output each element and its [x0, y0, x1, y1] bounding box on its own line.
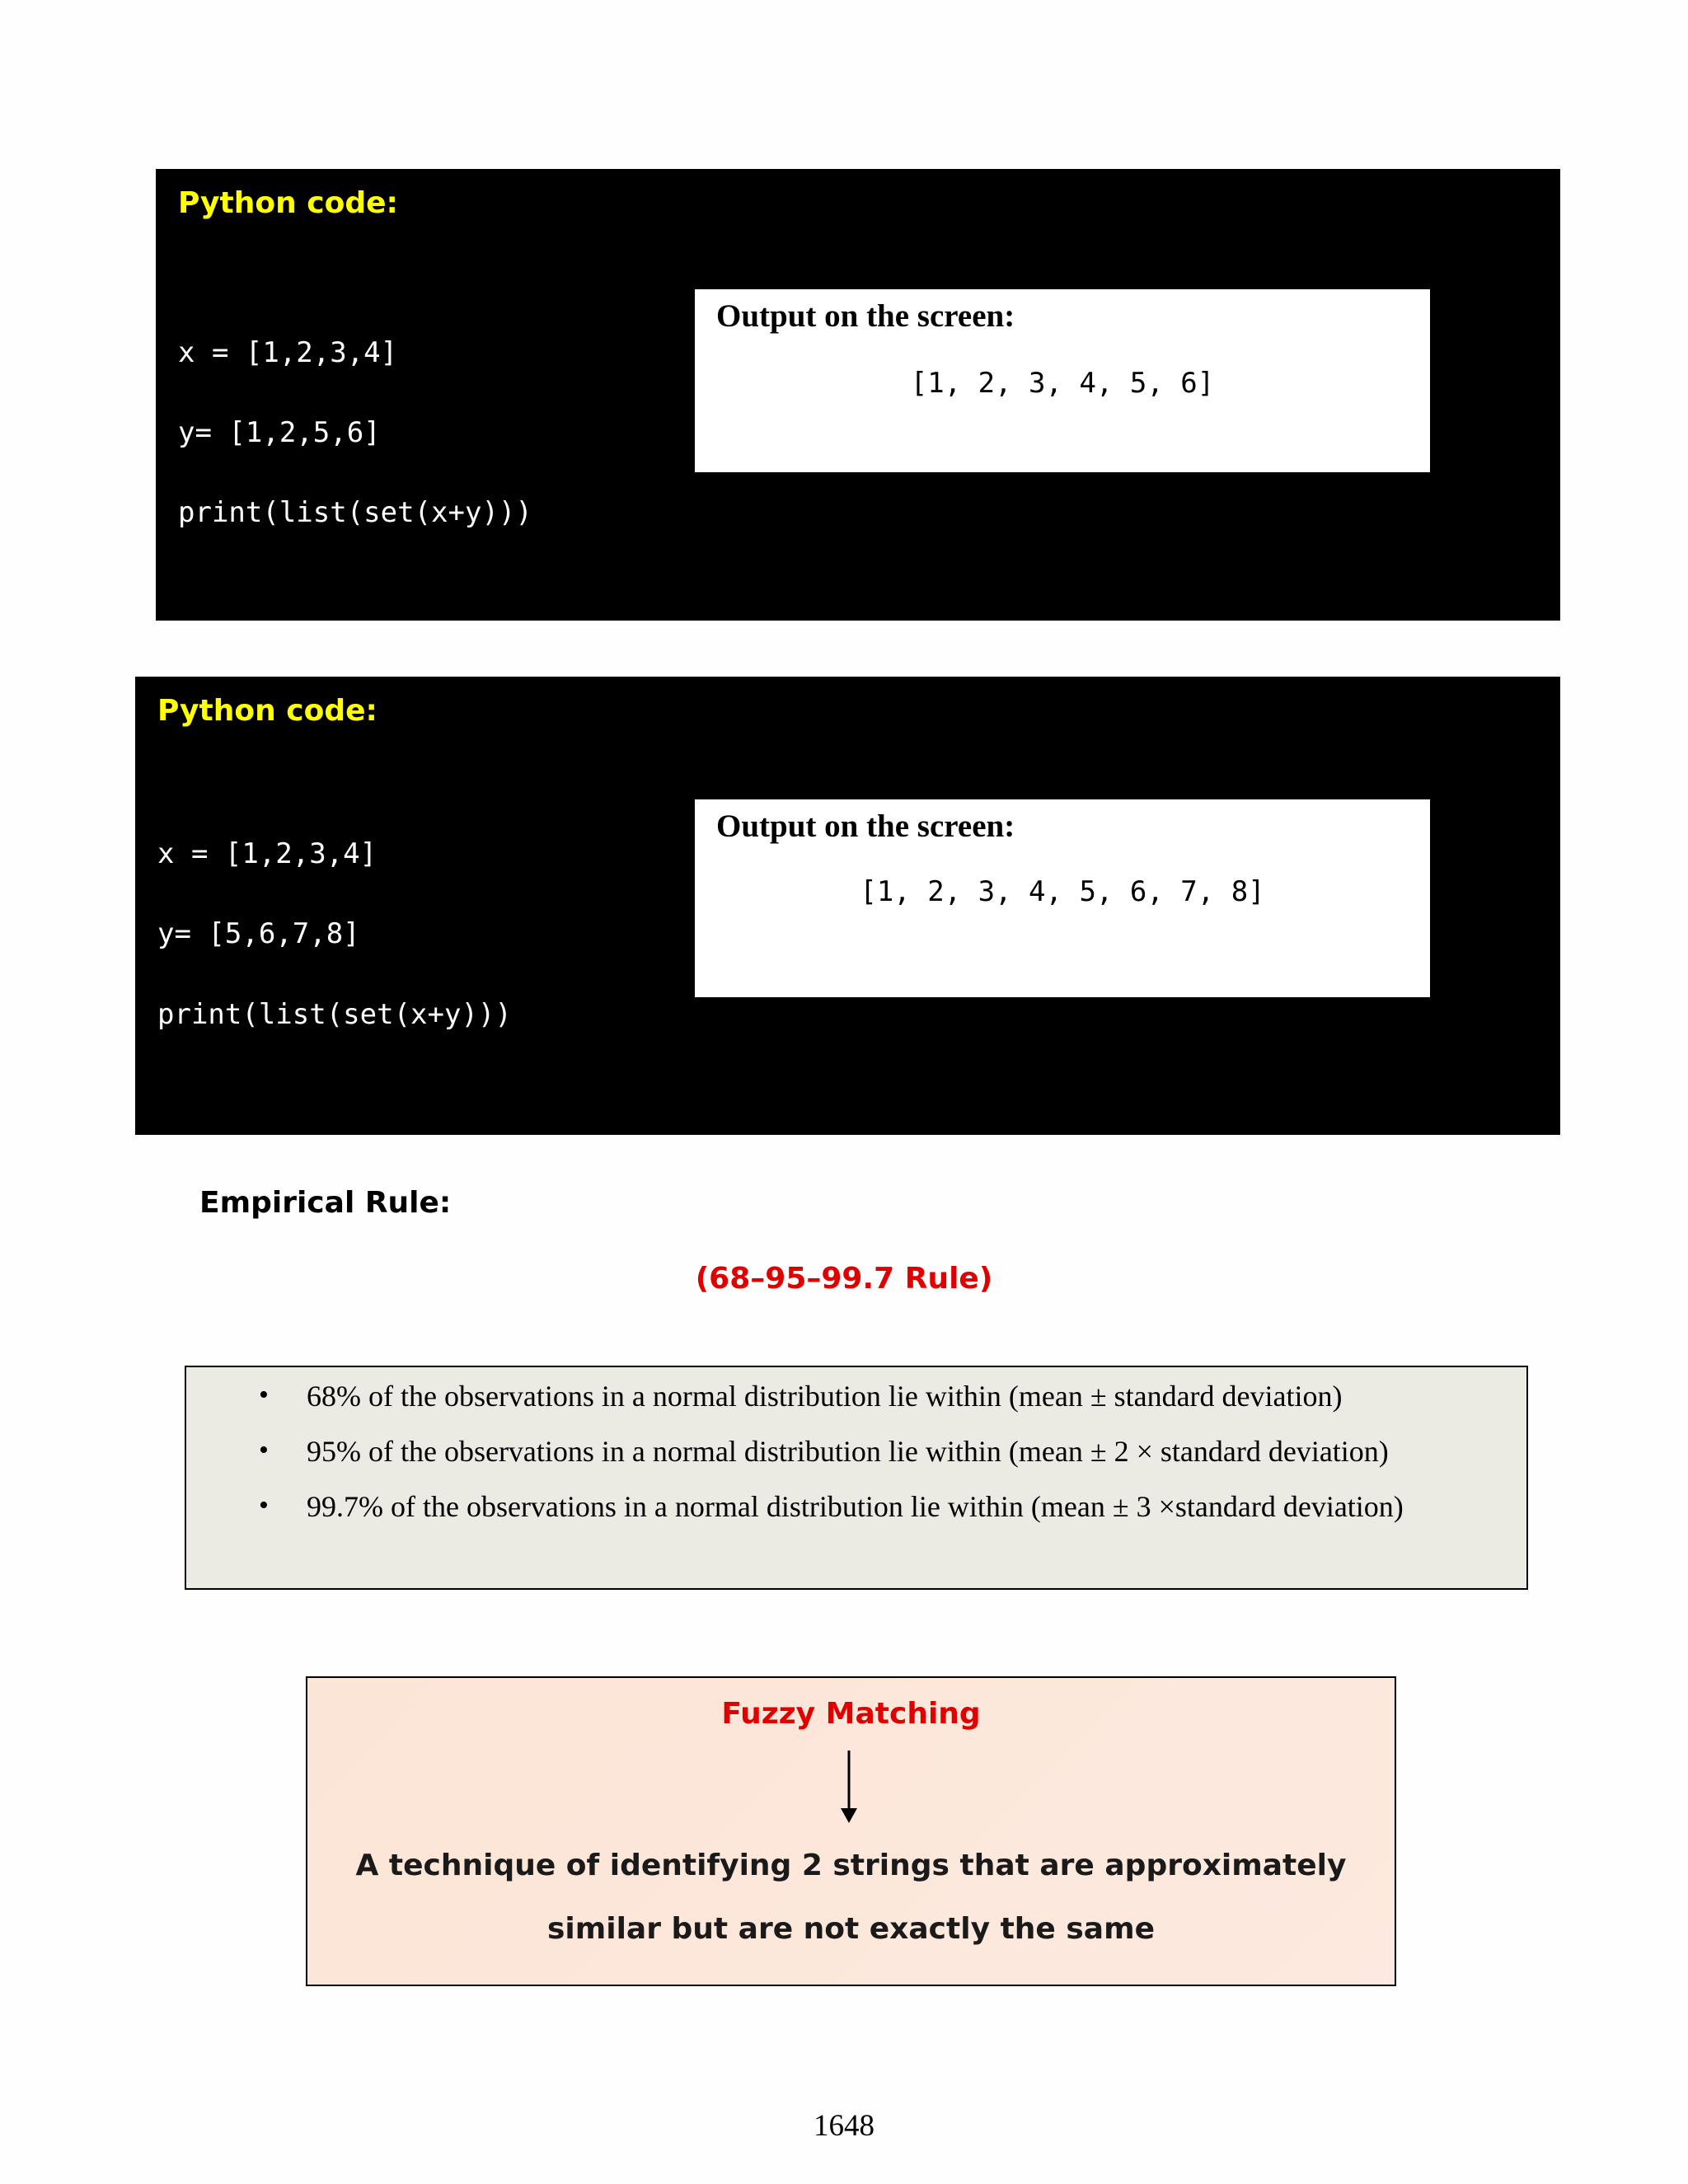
fuzzy-matching-title: Fuzzy Matching — [721, 1697, 981, 1731]
bullet-icon: • — [259, 1435, 269, 1465]
code-line: print(list(set(x+y))) — [157, 998, 512, 1031]
code-line: y= [5,6,7,8] — [157, 917, 360, 950]
output-heading: Output on the screen: — [716, 298, 1015, 334]
empirical-rule-box — [185, 1366, 1528, 1590]
page-number: 1648 — [814, 2109, 874, 2143]
list-item-text: 99.7% of the observations in a normal distribution lie within (mean ± 3 ×standard deviation) — [307, 1490, 1404, 1523]
output-heading: Output on the screen: — [716, 808, 1015, 844]
list-item-text: 95% of the observations in a normal distribution lie within (mean ± 2 × standard deviation) — [307, 1435, 1389, 1468]
code-line: print(list(set(x+y))) — [178, 496, 532, 529]
code-line: y= [1,2,5,6] — [178, 416, 381, 449]
empirical-rule-subtitle: (68–95–99.7 Rule) — [695, 1262, 993, 1296]
code-line: x = [1,2,3,4] — [157, 837, 377, 870]
empirical-rule-heading: Empirical Rule: — [199, 1186, 452, 1220]
output-box — [695, 289, 1430, 472]
code-panel-2 — [135, 677, 1560, 1135]
code-heading: Python code: — [178, 186, 398, 220]
fuzzy-matching-box — [306, 1676, 1396, 1986]
output-box — [695, 799, 1430, 997]
output-text: [1, 2, 3, 4, 5, 6, 7, 8] — [860, 875, 1265, 908]
bullet-icon: • — [259, 1490, 269, 1521]
fuzzy-matching-description: A technique of identifying 2 strings that are approximately — [355, 1849, 1347, 1882]
code-line: x = [1,2,3,4] — [178, 336, 398, 369]
fuzzy-matching-description: similar but are not exactly the same — [546, 1912, 1156, 1946]
list-item-text: 68% of the observations in a normal distribution lie within (mean ± standard deviation) — [307, 1380, 1343, 1413]
output-text: [1, 2, 3, 4, 5, 6] — [910, 367, 1215, 400]
code-heading: Python code: — [157, 694, 377, 728]
code-panel-1 — [156, 169, 1560, 621]
down-arrow-icon — [832, 1749, 865, 1825]
bullet-icon: • — [259, 1380, 269, 1410]
